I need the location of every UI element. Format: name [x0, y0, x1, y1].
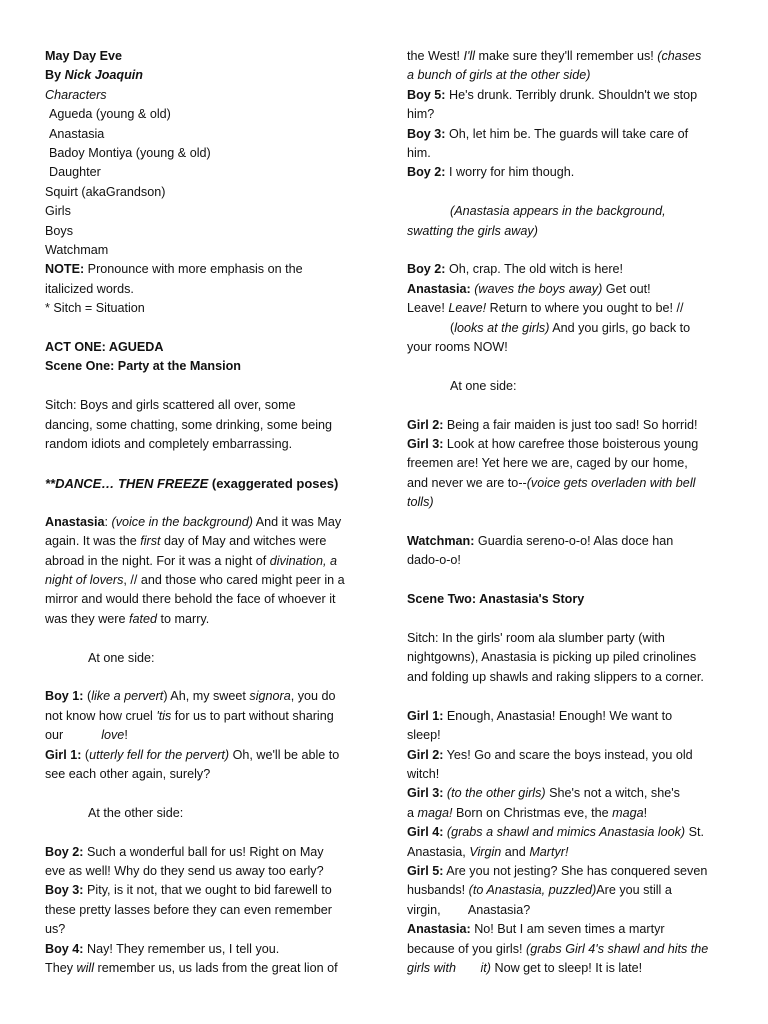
dialogue-line	[407, 959, 729, 978]
dialogue-text: Look at how carefree those boisterous young	[443, 437, 699, 452]
speaker-label: Boy 2:	[407, 165, 446, 180]
dance-poses: (exaggerated poses)	[208, 475, 339, 491]
side-direction: At one side:	[88, 650, 155, 665]
dialogue-line	[45, 532, 367, 551]
emphasis-text: 'tis	[156, 708, 172, 723]
character-item: Boys	[45, 223, 73, 238]
dialogue-line	[407, 299, 729, 318]
emphasis-text: Martyr!	[529, 844, 569, 859]
dialogue-text: Pity, is it not, that we ought to bid farewell to	[83, 883, 332, 898]
dialogue-text: make sure they'll remember us!	[474, 49, 658, 63]
emphasis-text: signora	[249, 689, 291, 704]
dialogue-text: And it was May	[252, 514, 342, 529]
dance-direction	[45, 474, 367, 493]
dialogue-line	[407, 804, 729, 823]
speaker-label: Boy 5:	[407, 87, 446, 102]
dialogue-text: (	[81, 747, 90, 762]
side-direction: At the other side:	[88, 805, 184, 820]
speaker-label: Boy 3:	[45, 883, 84, 898]
left-column	[45, 47, 367, 978]
dialogue-line: him?	[407, 107, 435, 122]
dialogue-text: ) Ah, my sweet	[163, 689, 250, 704]
emphasis-text: fated	[129, 611, 158, 626]
dialogue-line	[407, 707, 729, 726]
dialogue-line	[407, 940, 729, 959]
dialogue-text: They	[45, 960, 77, 975]
dialogue-line	[407, 746, 729, 765]
speaker-label: Boy 1:	[45, 689, 84, 704]
speaker-label: Anastasia:	[407, 281, 471, 296]
character-item: Squirt (akaGrandson)	[45, 184, 166, 199]
side-direction: At one side:	[450, 378, 517, 393]
dialogue-text: our	[45, 728, 64, 743]
dialogue-text: St.	[685, 825, 705, 840]
dialogue-line: your rooms NOW!	[407, 340, 508, 355]
note-text: Pronounce with more emphasis on the	[84, 262, 303, 277]
dialogue-text: Leave!	[407, 301, 449, 316]
dialogue-line: mirror and would there behold the face of whoever it	[45, 592, 336, 607]
speaker-label: Girl 2:	[407, 747, 444, 762]
emphasis-text: divination, a	[269, 553, 337, 568]
emphasis-text: maga!	[417, 805, 453, 820]
dialogue-line	[45, 552, 367, 571]
speaker-label: Girl 1:	[407, 708, 444, 723]
speaker-label: Anastasia:	[407, 922, 471, 937]
dialogue-text: Nay! They remember us, I tell you.	[83, 941, 280, 956]
dialogue-line	[407, 260, 729, 279]
stage-direction: a bunch of girls at the other side)	[407, 68, 591, 83]
author-name: Nick Joaquin	[64, 68, 143, 83]
dialogue-text: husbands!	[407, 883, 469, 898]
dialogue-text: Oh, crap. The old witch is here!	[445, 262, 624, 277]
dialogue-line	[45, 687, 367, 706]
emphasis-text: love	[101, 728, 125, 743]
character-item: Girls	[45, 204, 71, 219]
dialogue-line	[407, 881, 729, 900]
note-line: italicized words.	[45, 281, 134, 296]
dialogue-text: !	[124, 728, 128, 743]
dialogue-line: dado-o-o!	[407, 553, 461, 568]
emphasis-text: I'll	[463, 49, 475, 63]
dialogue-line	[407, 532, 729, 551]
dialogue-text: No! But I am seven times a martyr	[470, 922, 665, 937]
dialogue-line: him.	[407, 146, 431, 161]
emphasis-text: night of lovers	[45, 572, 124, 587]
sitch-line: random idiots and completely embarrassing.	[45, 437, 293, 452]
dialogue-line: these pretty lasses before they can even remember	[45, 902, 333, 917]
dialogue-text: abroad in the night. For it was a night of	[45, 553, 270, 568]
dialogue-line	[407, 784, 729, 803]
dialogue-text: for us to part without sharing	[171, 708, 334, 723]
note-label: NOTE:	[45, 262, 85, 277]
dialogue-line	[45, 513, 367, 532]
dialogue-line	[407, 86, 729, 105]
scene-heading: Scene One: Party at the Mansion	[45, 359, 241, 374]
dialogue-text: Guardia sereno-o-o! Alas doce han	[474, 534, 674, 549]
right-column	[407, 47, 729, 978]
dialogue-text: Return to where you ought to be! //	[486, 301, 684, 316]
dialogue-line	[407, 823, 729, 842]
sitch-line: Sitch: Boys and girls scattered all over, some	[45, 398, 296, 413]
dialogue-line	[407, 125, 729, 144]
dialogue-text: and	[501, 844, 530, 859]
stage-direction: swatting the girls away)	[407, 223, 538, 238]
stage-direction: (waves the boys away)	[474, 281, 603, 296]
dialogue-text: to marry.	[157, 611, 210, 626]
speaker-label: Boy 2:	[45, 844, 84, 859]
dialogue-text: :	[104, 514, 112, 529]
stage-direction: girls with it)	[407, 960, 491, 975]
speaker-label: Anastasia	[45, 514, 105, 529]
dialogue-line: freemen are! Yet here we are, caged by our home,	[407, 456, 688, 471]
dialogue-line	[407, 862, 729, 881]
stage-direction: (grabs Girl 4's shawl and hits the	[526, 941, 709, 956]
speaker-label: Girl 1:	[45, 747, 82, 762]
dialogue-line	[45, 746, 367, 765]
dialogue-text: Get out!	[602, 281, 651, 296]
dialogue-line: us?	[45, 922, 66, 937]
dialogue-line	[45, 726, 367, 745]
dialogue-text: And you girls, go back to	[549, 320, 691, 335]
emphasis-text: Virgin	[469, 844, 502, 859]
characters-heading: Characters	[45, 87, 107, 102]
emphasis-text: maga	[612, 805, 644, 820]
dialogue-text: and never we are to--	[407, 475, 527, 490]
stage-direction: (voice gets overladen with bell	[526, 475, 696, 490]
dialogue-text: (	[83, 689, 92, 704]
dialogue-text: not know how cruel	[45, 708, 157, 723]
dialogue-line	[45, 959, 367, 978]
sitch-line: Sitch: In the girls' room ala slumber party (with	[407, 631, 665, 646]
dialogue-line	[407, 474, 729, 493]
dialogue-text: , you do	[290, 689, 336, 704]
dialogue-text: Yes! Go and scare the boys instead, you old	[443, 747, 693, 762]
scene-heading: Scene Two: Anastasia's Story	[407, 592, 585, 607]
dialogue-line	[407, 920, 729, 939]
dialogue-text: Now get to sleep! It is late!	[490, 960, 643, 975]
dance-freeze: **DANCE… THEN FREEZE	[45, 475, 209, 491]
by-label: By	[45, 68, 65, 83]
dialogue-text: Such a wonderful ball for us! Right on May	[83, 844, 324, 859]
dialogue-line: see each other again, surely?	[45, 766, 211, 781]
stage-direction: (chases	[657, 49, 702, 63]
dialogue-text: Born on Christmas eve, the	[452, 805, 613, 820]
dialogue-line: sleep!	[407, 728, 441, 743]
sitch-definition: * Sitch = Situation	[45, 301, 145, 316]
dialogue-line	[407, 280, 729, 299]
dialogue-text: was they were	[45, 611, 129, 626]
emphasis-text: will	[76, 960, 94, 975]
dialogue-text: He's drunk. Terribly drunk. Shouldn't we stop	[445, 87, 698, 102]
speaker-label: Girl 3:	[407, 437, 444, 452]
stage-direction: (to Anastasia, puzzled)	[468, 883, 597, 898]
dialogue-text: Anastasia,	[407, 844, 470, 859]
dialogue-line	[407, 416, 729, 435]
dialogue-line	[45, 707, 367, 726]
dialogue-text: Oh, let him be. The guards will take care of	[445, 126, 689, 141]
stage-direction: tolls)	[407, 495, 434, 510]
dialogue-text: I worry for him though.	[445, 165, 575, 180]
dialogue-text: day of May and witches were	[160, 534, 327, 549]
speaker-label: Watchman:	[407, 534, 475, 549]
sitch-line: and folding up shawls and raking slippers to a corner.	[407, 669, 704, 684]
character-item: Daughter	[49, 165, 101, 180]
dialogue-text: !	[643, 805, 648, 820]
dialogue-text: Are you still a	[596, 883, 672, 898]
dialogue-text: , // and those who cared might peer in a	[123, 572, 345, 587]
dialogue-line	[407, 47, 729, 66]
dialogue-text: again. It was the	[45, 534, 141, 549]
stage-direction: looks at the girls)	[454, 320, 550, 335]
dialogue-text: because of you girls!	[407, 941, 527, 956]
act-heading: ACT ONE: AGUEDA	[45, 340, 164, 355]
character-item: Agueda (young & old)	[49, 107, 171, 122]
dialogue-text: (	[450, 320, 455, 335]
emphasis-text: first	[140, 534, 161, 549]
dialogue-text: Enough, Anastasia! Enough! We want to	[443, 708, 673, 723]
dialogue-line	[45, 940, 367, 959]
note-line	[45, 260, 367, 279]
dialogue-line	[407, 319, 729, 338]
character-item: Watchmam	[45, 243, 109, 258]
dialogue-line: virgin, Anastasia?	[407, 902, 531, 917]
character-item: Anastasia	[49, 126, 105, 141]
stage-direction: like a pervert	[91, 689, 164, 704]
dialogue-text: Being a fair maiden is just too sad! So horrid!	[443, 417, 698, 432]
speaker-label: Girl 2:	[407, 417, 444, 432]
speaker-label: Girl 5:	[407, 863, 444, 878]
stage-direction: (to the other girls)	[446, 786, 546, 801]
character-item: Badoy Montiya (young & old)	[49, 146, 211, 161]
stage-direction: utterly fell for the pervert)	[89, 747, 230, 762]
dialogue-line	[407, 843, 729, 862]
speaker-label: Boy 4:	[45, 941, 84, 956]
dialogue-line: witch!	[407, 766, 440, 781]
dialogue-text: Are you not jesting? She has conquered seven	[443, 863, 708, 878]
dialogue-line	[407, 435, 729, 454]
dialogue-line	[45, 610, 367, 629]
stage-direction: (grabs a shawl and mimics Anastasia look)	[446, 825, 686, 840]
speaker-label: Boy 2:	[407, 262, 446, 277]
dialogue-text: Oh, we'll be able to	[229, 747, 340, 762]
dialogue-line	[45, 843, 367, 862]
dialogue-line	[407, 163, 729, 182]
play-title: May Day Eve	[45, 49, 123, 63]
dialogue-text: She's not a witch, she's	[545, 786, 680, 801]
emphasis-text: Leave!	[448, 301, 487, 316]
dialogue-line	[45, 571, 367, 590]
dialogue-text: the West!	[407, 49, 464, 63]
speaker-label: Girl 4:	[407, 825, 444, 840]
byline	[45, 66, 367, 85]
dialogue-text: remember us, us lads from the great lion of	[94, 960, 338, 975]
sitch-line: nightgowns), Anastasia is picking up piled crinolines	[407, 650, 697, 665]
stage-direction: (voice in the background)	[111, 514, 253, 529]
sitch-line: dancing, some chatting, some drinking, some being	[45, 417, 333, 432]
stage-direction: (Anastasia appears in the background,	[450, 204, 666, 219]
speaker-label: Girl 3:	[407, 786, 444, 801]
dialogue-text: a	[407, 805, 418, 820]
speaker-label: Boy 3:	[407, 126, 446, 141]
dialogue-line: eve as well! Why do they send us away too early?	[45, 863, 324, 878]
dialogue-line	[45, 881, 367, 900]
